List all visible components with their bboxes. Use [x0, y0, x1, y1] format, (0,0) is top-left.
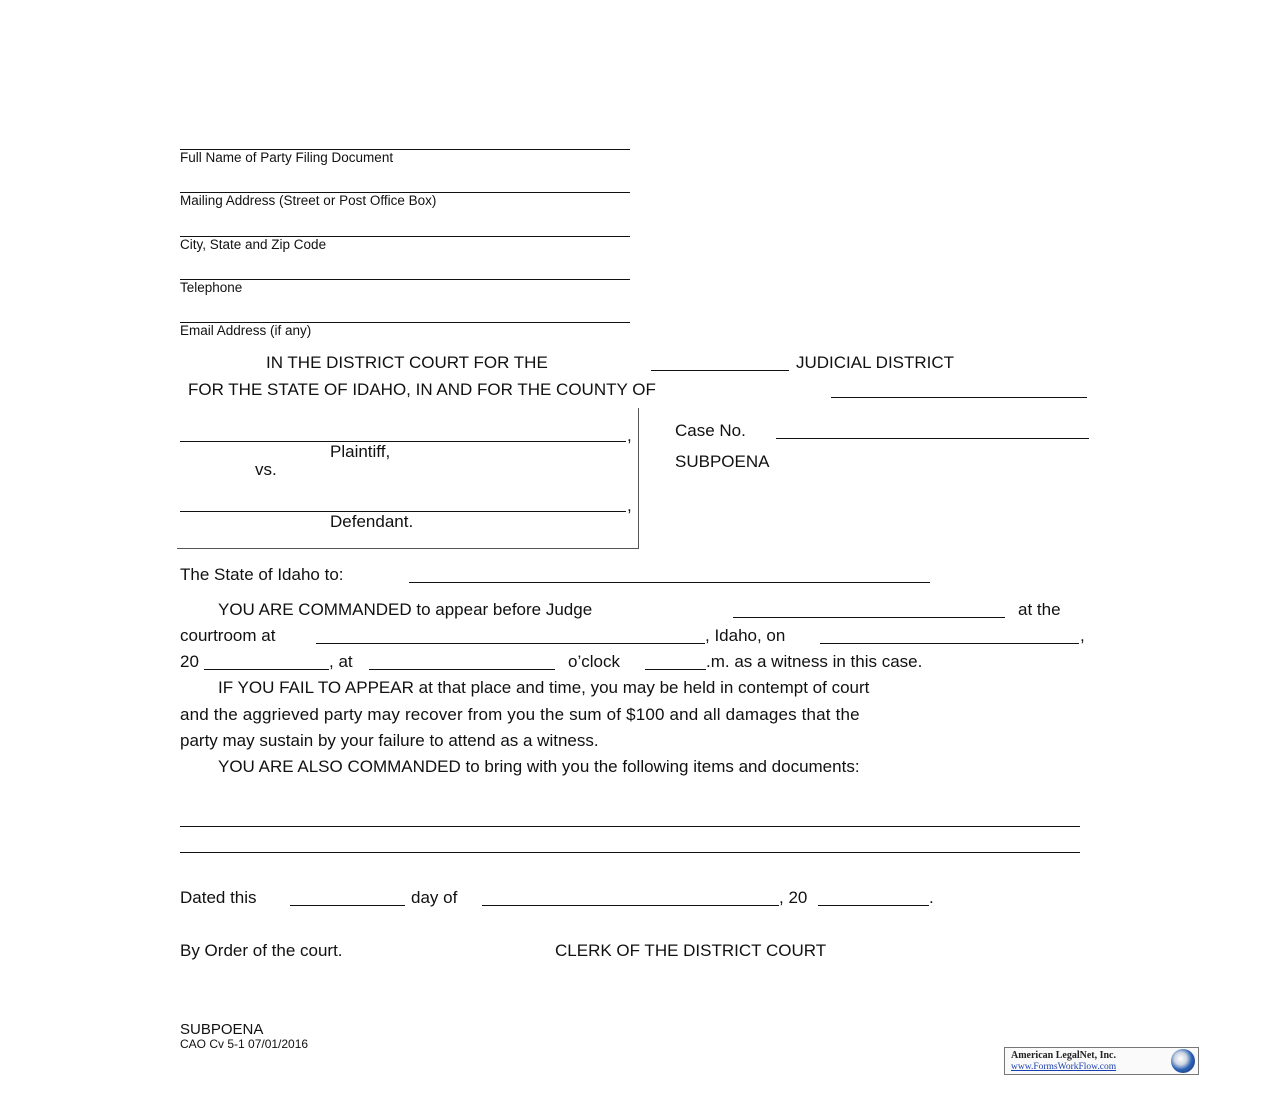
- fail-line-1: IF YOU FAIL TO APPEAR at that place and time, you may be held in contempt of court: [218, 678, 870, 697]
- idaho-on-text: , Idaho, on: [705, 626, 786, 645]
- witness-text: .m. as a witness in this case.: [706, 652, 923, 671]
- fail-line-3: party may sustain by your failure to attend as a witness.: [180, 731, 599, 750]
- email-label: Email Address (if any): [180, 323, 312, 338]
- by-order-text: By Order of the court.: [180, 941, 343, 960]
- year-20-text: , 20: [779, 888, 808, 907]
- state-to-label: The State of Idaho to:: [180, 565, 344, 584]
- footer-form-code: CAO Cv 5-1 07/01/2016: [180, 1037, 309, 1051]
- globe-icon: [1171, 1049, 1195, 1073]
- telephone-label: Telephone: [180, 280, 243, 295]
- document-title: SUBPOENA: [675, 452, 770, 471]
- at-the-text: at the: [1018, 600, 1061, 619]
- month-blank[interactable]: [482, 905, 779, 906]
- plaintiff-line[interactable]: [180, 441, 626, 442]
- date-blank[interactable]: [820, 643, 1079, 644]
- mailing-address-label: Mailing Address (Street or Post Office Box): [180, 193, 437, 208]
- at-text: , at: [329, 652, 353, 671]
- case-no-blank[interactable]: [776, 438, 1089, 439]
- court-heading-line1: IN THE DISTRICT COURT FOR THE: [266, 353, 548, 372]
- time-blank[interactable]: [369, 669, 555, 670]
- judge-blank[interactable]: [733, 617, 1005, 618]
- day-of-text: day of: [411, 888, 458, 907]
- dated-year-blank[interactable]: [818, 905, 929, 906]
- courtroom-at-text: courtroom at: [180, 626, 276, 645]
- clerk-title: CLERK OF THE DISTRICT COURT: [555, 941, 827, 960]
- court-heading-line2: FOR THE STATE OF IDAHO, IN AND FOR THE COUNTY OF: [188, 380, 656, 399]
- recipient-blank[interactable]: [409, 582, 930, 583]
- caption-divider: [638, 408, 639, 549]
- dated-period: .: [929, 888, 934, 907]
- year-prefix: 20: [180, 652, 199, 671]
- dated-this-text: Dated this: [180, 888, 257, 907]
- full-name-label: Full Name of Party Filing Document: [180, 150, 394, 165]
- logo-url[interactable]: www.FormsWorkFlow.com: [1011, 1062, 1117, 1072]
- day-blank[interactable]: [290, 905, 405, 906]
- case-no-label: Case No.: [675, 421, 746, 440]
- plaintiff-label: Plaintiff,: [330, 442, 391, 461]
- plaintiff-comma: ,: [627, 426, 632, 445]
- defendant-comma: ,: [627, 496, 632, 515]
- footer-form-title: SUBPOENA: [180, 1021, 264, 1038]
- judicial-district-blank[interactable]: [651, 370, 789, 371]
- items-line-2[interactable]: [180, 852, 1080, 853]
- american-legalnet-logo[interactable]: [1004, 1047, 1199, 1075]
- fail-line-2: and the aggrieved party may recover from you the sum of $100 and all damages that the: [180, 705, 860, 724]
- courtroom-blank[interactable]: [316, 643, 705, 644]
- also-commanded-text: YOU ARE ALSO COMMANDED to bring with you the following items and documents:: [218, 757, 860, 776]
- oclock-text: o’clock: [568, 652, 620, 671]
- date-comma: ,: [1080, 626, 1085, 645]
- commanded-text: YOU ARE COMMANDED to appear before Judge: [218, 600, 593, 619]
- logo-company-name: American LegalNet, Inc.: [1011, 1050, 1116, 1061]
- items-line-1[interactable]: [180, 826, 1080, 827]
- year-blank[interactable]: [204, 669, 329, 670]
- county-blank[interactable]: [831, 397, 1087, 398]
- telephone-line[interactable]: [180, 279, 630, 280]
- court-heading-line1-suffix: JUDICIAL DISTRICT: [796, 353, 955, 372]
- city-state-zip-label: City, State and Zip Code: [180, 237, 327, 252]
- vs-label: vs.: [255, 460, 277, 479]
- am-pm-blank[interactable]: [645, 669, 706, 670]
- defendant-label: Defendant.: [330, 512, 414, 531]
- caption-bottom-border: [177, 548, 639, 549]
